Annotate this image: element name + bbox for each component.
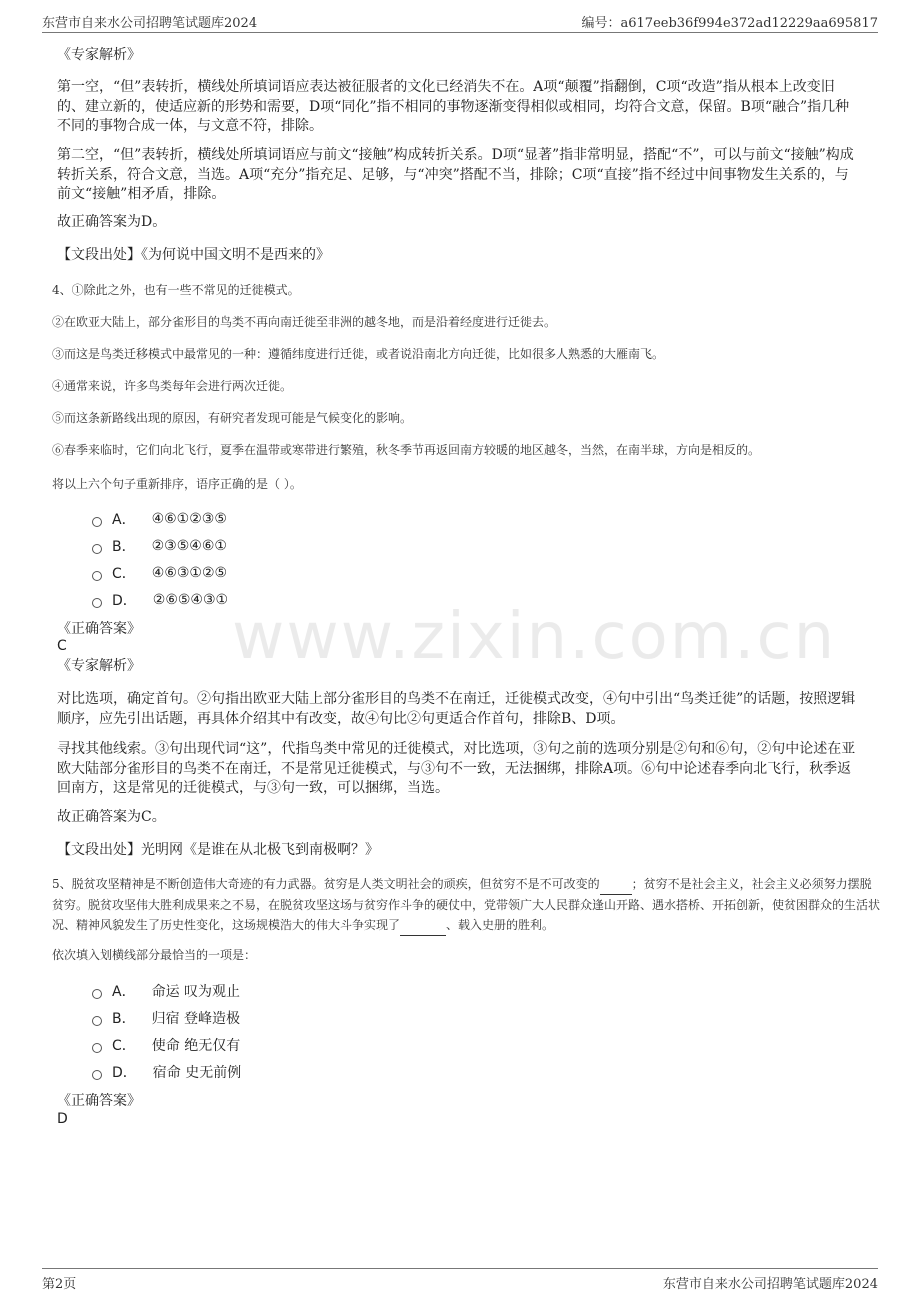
question-sentence: 4、①除此之外，也有一些不常见的迁徙模式。 bbox=[52, 283, 300, 297]
radio-button-icon[interactable] bbox=[92, 1016, 102, 1026]
option-a[interactable] bbox=[92, 509, 227, 529]
radio-button-icon[interactable] bbox=[92, 517, 102, 527]
correct-answer: C bbox=[57, 638, 67, 654]
question-text-part: 、载入史册的胜利。 bbox=[446, 918, 555, 932]
option-letter: A． bbox=[112, 512, 136, 528]
question-text bbox=[52, 874, 882, 936]
question-prompt: 依次填入划横线部分最恰当的一项是： bbox=[52, 948, 257, 962]
answer-conclusion: 故正确答案为D。 bbox=[57, 214, 167, 230]
option-d[interactable] bbox=[92, 590, 228, 610]
page-header bbox=[42, 10, 878, 33]
question-prompt: 将以上六个句子重新排序，语序正确的是（ ）。 bbox=[52, 477, 302, 491]
question-sentence: ⑥春季来临时，它们向北飞行，夏季在温带或寒带进行繁殖，秋冬季节再返回南方较暖的地区越冬，当然，在南半球，方向是相反的。 bbox=[52, 443, 761, 457]
answer-conclusion: 故正确答案为C。 bbox=[57, 809, 166, 825]
option-a[interactable] bbox=[92, 981, 240, 1001]
option-text: ④⑥③①②⑤ bbox=[151, 565, 228, 581]
watermark: www.zixin.com.cn bbox=[232, 600, 837, 674]
header-doc-id: 编号：a617eeb36f994e372ad12229aa695817 bbox=[581, 16, 878, 31]
radio-button-icon[interactable] bbox=[92, 598, 102, 608]
page-footer bbox=[42, 1268, 878, 1293]
question-text-part: 5、脱贫攻坚精神是不断创造伟大奇迹的有力武器。贫穷是人类文明社会的顽疾，但贫穷不是不可改变的 bbox=[52, 877, 600, 891]
option-letter: D． bbox=[112, 593, 137, 609]
option-text: 宿命 史无前例 bbox=[152, 1065, 242, 1081]
header-doc-title: 东营市自来水公司招聘笔试题库2024 bbox=[42, 16, 258, 31]
option-text: 命运 叹为观止 bbox=[151, 984, 241, 1000]
radio-button-icon[interactable] bbox=[92, 989, 102, 999]
radio-button-icon[interactable] bbox=[92, 571, 102, 581]
option-b[interactable] bbox=[92, 1008, 240, 1028]
option-text: ④⑥①②③⑤ bbox=[151, 511, 227, 527]
correct-answer-label: 《正确答案》 bbox=[57, 1093, 141, 1109]
question-sentence: ④通常来说，许多鸟类每年会进行两次迁徙。 bbox=[52, 379, 293, 393]
option-letter: C． bbox=[112, 1038, 136, 1054]
option-text: 使命 绝无仅有 bbox=[151, 1038, 241, 1054]
footer-doc-title: 东营市自来水公司招聘笔试题库2024 bbox=[662, 1277, 878, 1292]
fill-blank bbox=[400, 915, 446, 936]
analysis-paragraph: 第二空，“但”表转折，横线处所填词语应与前文“接触”构成转折关系。D项“显著”指非常明显，搭配“不”，可以与前文“接触”构成转折关系，符合文意，当选。A项“充分”指充足、足够，与“冲突”搭配不当，排除；C项“直接”指不经过中间事物发生关系的，与前文“接触”相矛盾，排除。 bbox=[57, 147, 854, 202]
correct-answer-label: 《正确答案》 bbox=[57, 621, 141, 637]
radio-button-icon[interactable] bbox=[92, 544, 102, 554]
option-letter: B． bbox=[112, 1011, 136, 1027]
option-letter: A． bbox=[112, 984, 136, 1000]
question-text-part: ；贫穷不是社会主义，社会主义必须努力摆脱贫穷。脱贫攻坚伟大胜利成果来之不易，在脱贫攻坚这场与贫穷作斗争的硬仗中，党带领广大人民群众逢山开路、遇水搭桥、开拓创新，使贫困群众的生活状况、精神风貌发生了历史性变化，这场规模浩大的伟大斗争实现了 bbox=[52, 877, 881, 932]
analysis-paragraph: 对比选项，确定首句。②句指出欧亚大陆上部分雀形目的鸟类不在南迁，迁徙模式改变，④句中引出“鸟类迁徙”的话题，按照逻辑顺序，应先引出话题，再具体介绍其中有改变，故④句比②句更适合作首句，排除B、D项。 bbox=[57, 691, 856, 727]
expert-analysis-label: 《专家解析》 bbox=[57, 47, 141, 63]
radio-button-icon[interactable] bbox=[92, 1043, 102, 1053]
fill-blank bbox=[600, 874, 632, 895]
option-letter: B． bbox=[112, 539, 136, 555]
option-text: 归宿 登峰造极 bbox=[151, 1011, 241, 1027]
option-text: ②⑥⑤④③① bbox=[152, 592, 229, 608]
question-sentence: ⑤而这条新路线出现的原因，有研究者发现可能是气候变化的影响。 bbox=[52, 411, 413, 425]
option-d[interactable] bbox=[92, 1062, 241, 1082]
expert-analysis-label: 《专家解析》 bbox=[57, 658, 141, 674]
option-b[interactable] bbox=[92, 536, 227, 556]
analysis-paragraph: 寻找其他线索。③句出现代词“这”，代指鸟类中常见的迁徙模式，对比选项，③句之前的选项分别是②句和⑥句，②句中论述在亚欧大陆部分雀形目的鸟类不在南迁，不是常见迁徙模式，与③句不一致，无法捆绑，排除A项。⑥句中论述春季向北飞行，秋季返回南方，这是常见的迁徙模式，与③句一致，可以捆绑，当选。 bbox=[57, 741, 856, 796]
correct-answer: D bbox=[57, 1111, 68, 1127]
option-text: ②③⑤④⑥① bbox=[151, 538, 227, 554]
radio-button-icon[interactable] bbox=[92, 1070, 102, 1080]
question-sentence: ③而这是鸟类迁移模式中最常见的一种：遵循纬度进行迁徙，或者说沿南北方向迁徙，比如很多人熟悉的大雁南飞。 bbox=[52, 347, 665, 361]
option-letter: D． bbox=[112, 1065, 137, 1081]
page-number: 第2页 bbox=[42, 1277, 77, 1292]
option-c[interactable] bbox=[92, 1035, 240, 1055]
option-letter: C． bbox=[112, 566, 136, 582]
option-c[interactable] bbox=[92, 563, 227, 583]
analysis-paragraph: 第一空，“但”表转折，横线处所填词语应表达被征服者的文化已经消失不在。A项“颠覆”指翻倒，C项“改造”指从根本上改变旧的、建立新的，使适应新的形势和需要，D项“同化”指不相同的事物逐渐变得相似或相同，均符合文意，保留。B项“融合”指几种不同的事物合成一体，与文意不符，排除。 bbox=[57, 79, 850, 134]
source-citation: 【文段出处】《为何说中国文明不是西来的》 bbox=[57, 247, 330, 263]
question-sentence: ②在欧亚大陆上，部分雀形目的鸟类不再向南迁徙至非洲的越冬地，而是沿着经度进行迁徙去。 bbox=[52, 315, 557, 329]
source-citation: 【文段出处】光明网《是谁在从北极飞到南极啊？》 bbox=[57, 842, 379, 858]
